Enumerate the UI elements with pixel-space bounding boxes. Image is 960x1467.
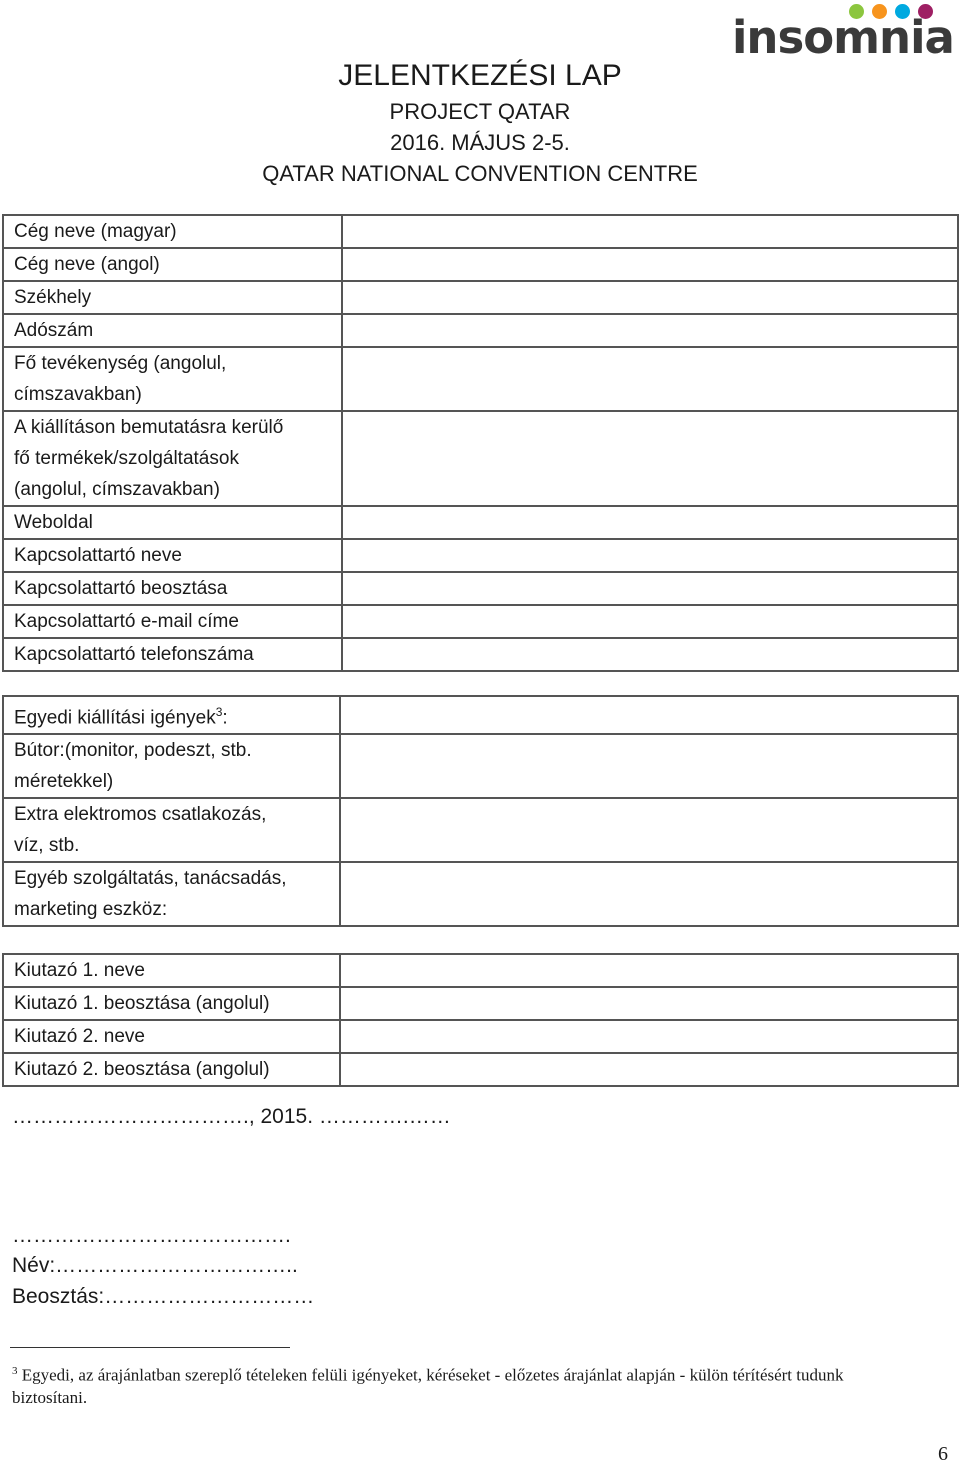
field-value-input[interactable] bbox=[342, 248, 958, 281]
field-label bbox=[3, 411, 342, 506]
field-label-line: Weboldal bbox=[14, 512, 93, 533]
page-title: JELENTKEZÉSI LAP bbox=[338, 59, 622, 92]
field-label bbox=[3, 987, 340, 1020]
table-row bbox=[3, 987, 958, 1020]
table-row bbox=[3, 954, 958, 987]
table-row bbox=[3, 696, 958, 734]
field-label bbox=[3, 539, 342, 572]
event-date: 2016. MÁJUS 2-5. bbox=[390, 130, 570, 155]
table-row bbox=[3, 1020, 958, 1053]
field-label-line: Kiutazó 2. beosztása (angolul) bbox=[14, 1059, 270, 1080]
field-value-input[interactable] bbox=[342, 314, 958, 347]
table-row bbox=[3, 281, 958, 314]
field-value-input[interactable] bbox=[342, 215, 958, 248]
table-row bbox=[3, 638, 958, 671]
field-label-line: Kiutazó 1. neve bbox=[14, 960, 145, 981]
travellers-table bbox=[2, 953, 959, 1087]
field-label-line: Kapcsolattartó beosztása bbox=[14, 578, 228, 599]
field-label-line: Extra elektromos csatlakozás, bbox=[14, 804, 267, 826]
table-row bbox=[3, 539, 958, 572]
field-label bbox=[3, 506, 342, 539]
field-label-line: méretekkel) bbox=[14, 771, 114, 793]
field-label bbox=[3, 281, 342, 314]
table-row bbox=[3, 347, 958, 411]
field-value-input[interactable] bbox=[342, 281, 958, 314]
table-row bbox=[3, 798, 958, 862]
field-value-input[interactable] bbox=[342, 347, 958, 411]
field-label-line: (angolul, címszavakban) bbox=[14, 479, 220, 500]
name-line[interactable]: Név:…………………………….. bbox=[12, 1254, 298, 1277]
field-label bbox=[3, 605, 342, 638]
field-label bbox=[3, 1020, 340, 1053]
field-label bbox=[3, 734, 340, 798]
field-label-line: víz, stb. bbox=[14, 835, 80, 857]
field-label-line: Bútor:(monitor, podeszt, stb. bbox=[14, 740, 252, 762]
table-row bbox=[3, 314, 958, 347]
field-value-input[interactable] bbox=[342, 638, 958, 671]
field-value-input[interactable] bbox=[340, 696, 958, 734]
footnote-text: Egyedi, az árajánlatban szereplő tételeken felüli igényeket, kéréseket - előzetes árajánlat alapján - külön térítésért tudunk biztosítani. bbox=[12, 1365, 844, 1407]
field-label-line: Kapcsolattartó e-mail címe bbox=[14, 611, 239, 632]
field-label bbox=[3, 862, 340, 926]
field-label-line: Kapcsolattartó neve bbox=[14, 545, 182, 566]
field-label bbox=[3, 572, 342, 605]
field-value-input[interactable] bbox=[342, 572, 958, 605]
field-value-input[interactable] bbox=[342, 605, 958, 638]
field-value-input[interactable] bbox=[342, 411, 958, 506]
field-value-input[interactable] bbox=[340, 798, 958, 862]
position-line[interactable]: Beosztás:………………………… bbox=[12, 1285, 315, 1308]
field-value-input[interactable] bbox=[340, 954, 958, 987]
field-label-line: Fő tevékenység (angolul, bbox=[14, 353, 227, 374]
field-label-line: Egyéb szolgáltatás, tanácsadás, bbox=[14, 868, 287, 890]
field-label bbox=[3, 248, 342, 281]
project-name: PROJECT QATAR bbox=[389, 99, 571, 124]
field-value-input[interactable] bbox=[340, 734, 958, 798]
table-row bbox=[3, 572, 958, 605]
table-row bbox=[3, 605, 958, 638]
exhibition-needs-table bbox=[2, 695, 959, 927]
logo-wordmark: insomnia bbox=[732, 11, 954, 64]
table-row bbox=[3, 248, 958, 281]
field-label-line: Cég neve (magyar) bbox=[14, 221, 177, 242]
field-label: Egyedi kiállítási igények$^3$: bbox=[3, 696, 340, 734]
field-label-line: Kapcsolattartó telefonszáma bbox=[14, 644, 254, 665]
field-value-input[interactable] bbox=[340, 1053, 958, 1086]
table-row bbox=[3, 215, 958, 248]
footnote bbox=[12, 1360, 912, 1409]
company-info-table bbox=[2, 214, 959, 672]
field-value-input[interactable] bbox=[342, 539, 958, 572]
table-row bbox=[3, 1053, 958, 1086]
insomnia-logo bbox=[732, 0, 952, 66]
date-line[interactable]: ……………………………., 2015. ………….…… bbox=[12, 1105, 451, 1128]
field-label bbox=[3, 347, 342, 411]
field-label bbox=[3, 638, 342, 671]
field-value-input[interactable] bbox=[342, 506, 958, 539]
signature-line[interactable]: …………………………………. bbox=[12, 1224, 291, 1247]
event-venue: QATAR NATIONAL CONVENTION CENTRE bbox=[262, 161, 698, 186]
field-label bbox=[3, 1053, 340, 1086]
field-label-line: fő termékek/szolgáltatások bbox=[14, 448, 239, 469]
field-label-line: marketing eszköz: bbox=[14, 899, 168, 921]
footnote-divider bbox=[10, 1347, 290, 1348]
page-number: 6 bbox=[938, 1443, 948, 1465]
field-label-line: Kiutazó 2. neve bbox=[14, 1026, 145, 1047]
field-label-line: Cég neve (angol) bbox=[14, 254, 160, 275]
footnote-ref[interactable]: 3 bbox=[215, 705, 223, 719]
field-label-line: Kiutazó 1. beosztása (angolul) bbox=[14, 993, 270, 1014]
footnote-number: 3 bbox=[12, 1365, 18, 1377]
field-label-line: A kiállításon bemutatásra kerülő bbox=[14, 417, 284, 438]
table-row bbox=[3, 411, 958, 506]
field-label-line: Adószám bbox=[14, 320, 94, 341]
field-label-line: címszavakban) bbox=[14, 384, 142, 405]
table-row bbox=[3, 506, 958, 539]
field-label-line: Székhely bbox=[14, 287, 92, 308]
field-value-input[interactable] bbox=[340, 987, 958, 1020]
field-value-input[interactable] bbox=[340, 862, 958, 926]
field-label bbox=[3, 314, 342, 347]
field-label bbox=[3, 798, 340, 862]
table-row bbox=[3, 734, 958, 798]
field-label bbox=[3, 215, 342, 248]
field-label bbox=[3, 954, 340, 987]
field-value-input[interactable] bbox=[340, 1020, 958, 1053]
table-row bbox=[3, 862, 958, 926]
